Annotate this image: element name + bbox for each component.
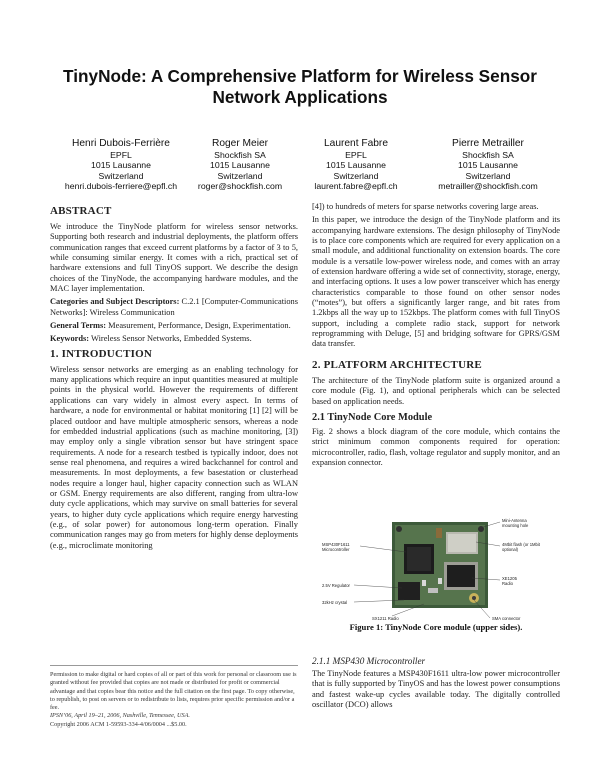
label-radio-sx1211: SX1211 Radio [372, 616, 399, 621]
intro-paragraph-2: In this paper, we introduce the design of the TinyNode platform and its accompanying hardware extensions. The design philosophy of TinyNode is to place core components which are required for every application on a small module, and additional functionality on extension boards. The core module is a versatile low-power wireless node, and comes with an array of extension hardware offering a wide set of connectivity, storage, energy, and interfacing options. It uses a low power transceiver which has energy characteristics comparable to those found on other sensor nodes (“motes”), but offers a significantly larger range, and bit rates from 1.2kbps all the way up to 152kbps. The platform comes with full TinyOS support, including a complete radio stack, support for network reprogramming with Deluge, [5] and bridging software for GPRS/GSM data transfer. [312, 215, 560, 349]
author-city: 1015 Lausanne [458, 160, 518, 171]
msp430-heading: 2.1.1 MSP430 Microcontroller [312, 656, 426, 666]
abstract-heading: ABSTRACT [50, 205, 112, 217]
label-line: XE1205 [502, 576, 517, 581]
categories-label: Categories and Subject Descriptors: [50, 297, 180, 307]
author-name: Roger Meier [211, 138, 269, 149]
categories-text: C.2.1 [Computer-Communications Networks]: Wireless Communication [50, 297, 299, 317]
permission-text: Permission to make digital or hard copies of all or part of this work for personal or classroom use is granted without fee provided that copies are not made or distributed for profit or commercial advantage and that copies bear this notice and the full citation on the first page. To copy otherwise, to republish, to post on servers or to redistribute to lists, requires prior specific permission and/or a fee. [50, 671, 297, 712]
author-country: Switzerland [217, 170, 263, 181]
author-country: Switzerland [333, 170, 379, 181]
architecture-text: The architecture of the TinyNode platform suite is organized around a core module (Fig. 1), and optional peripherals which can be selected based on application needs. [312, 375, 560, 406]
right-column-bottom [312, 650, 560, 710]
author-4 [420, 138, 556, 192]
author-1 [62, 138, 180, 192]
intro-text: Wireless sensor networks are emerging as an enabling technology for many applications which require an input quantities measured at multiple points in the physical world. However the requirements of different applications can vary widely in almost every aspect. In terms of hardware, a node for environmental or habitat monitoring [1] [2] will be placed outdoor and have multiple atmospheric sensors, whereas a node for embedded industrial applications (such as machine monitoring, [3]) may employ only a single vibration sensor but have stringent space requirements. A node for a research testbed is typically indoor, does not sense real phenomena, and requires a wired backchannel for control and measurements. In most deployments, a few basestation or clusterhead nodes require a longer haul, higher capacity connection such as WLAN or GSM. Energy requirements are also different, ranging from ultra-low duty cycle applications, which may survive on small batteries for several years, to higher duty cycle applications which require energy harvesting (e.g., of solar power) for autonomous long-term operation. Finally communication ranges may go from meters for highly dense deployments (e.g., microclimate monitoring [50, 364, 298, 550]
terms-line [50, 321, 298, 331]
label-sma-connector: SMA connector [492, 616, 521, 621]
label-line: 4Mbit flash (or 1Mbit [502, 542, 540, 547]
label-line: optional) [502, 547, 519, 552]
core-module-heading: 2.1 TinyNode Core Module [312, 411, 433, 423]
author-city: 1015 Lausanne [326, 160, 386, 171]
keywords-line [50, 334, 298, 344]
author-email: roger@shockfish.com [197, 181, 283, 192]
left-column [50, 202, 298, 554]
copyright-line: Copyright 2006 ACM 1-59593-334-4/06/0004 ...$5.00. [50, 720, 187, 728]
msp430-text: The TinyNode features a MSP430F1611 ultra-low power microcontroller that is fully supported by TinyOS and has the lowest power consumptions and fastest wake-up cycles available today. The digitally controlled oscillator (DCO) allows [312, 669, 560, 710]
author-name: Laurent Fabre [324, 138, 388, 149]
figure-caption: Figure 1: TinyNode Core module (upper sides). [349, 622, 523, 632]
author-2 [186, 138, 294, 192]
figure-1 [312, 508, 560, 640]
label-line: MSP430F1611 [322, 542, 350, 547]
author-name: Henri Dubois-Ferrière [72, 138, 170, 149]
terms-text: Measurement, Performance, Design, Experimentation. [108, 321, 291, 331]
author-block [62, 138, 558, 194]
author-email: henri.dubois-ferriere@epfl.ch [64, 181, 178, 192]
keywords-label: Keywords: [50, 334, 90, 344]
venue-text: IPSN’06, April 19–21, 2006, Nashville, Tennessee, USA. [50, 712, 190, 720]
abstract-text: We introduce the TinyNode platform for wireless sensor networks. Supporting both research and industrial deployments, the platform offers communication ranges that exceed current platforms by a factor of 3 to 5, while consuming similar energy. It comes with a rich, practical set of hardware extensions and full TinyOS support. We describe the design choices of the TinyNode, the accompanying hardware modules, and the MAC layer implementation. [50, 222, 298, 294]
author-city: 1015 Lausanne [210, 160, 270, 171]
keywords-text: Wireless Sensor Networks, Embedded Systems. [91, 334, 252, 344]
author-3 [304, 138, 408, 192]
terms-label: General Terms: [50, 321, 107, 331]
author-email: metrailler@shockfish.com [438, 181, 538, 192]
categories-line [50, 297, 298, 318]
figure-callout-lines [312, 508, 560, 640]
label-line: Mini-Antenna [502, 518, 527, 523]
author-email: laurent.fabre@epfl.ch [314, 181, 398, 192]
right-column [312, 202, 560, 471]
author-city: 1015 Lausanne [91, 160, 151, 171]
author-affiliation: Shockfish SA [462, 150, 514, 160]
intro-continued: [4]) to hundreds of meters for sparse networks covering large areas. [312, 202, 539, 211]
paper-title: TinyNode: A Comprehensive Platform for Wireless Sensor Network Applications [63, 66, 537, 107]
label-regulator: 2.5V Regulator [322, 583, 350, 588]
label-line: Microcontroller [322, 547, 350, 552]
venue-line [50, 712, 298, 720]
author-affiliation: EPFL [110, 150, 132, 160]
label-line: mounting hole [502, 523, 529, 528]
permission-notice [50, 665, 298, 729]
label-line: Radio [502, 581, 513, 586]
core-module-text: Fig. 2 shows a block diagram of the core module, which contains the strict minimum common components required for operation: microcontroller, radio, flash, voltage regulator and supply monitor, and an expansion connector. [312, 426, 560, 467]
label-crystal: 32kHz crystal [322, 600, 348, 605]
author-affiliation: EPFL [345, 150, 367, 160]
author-affiliation: Shockfish SA [214, 150, 266, 160]
author-country: Switzerland [465, 170, 511, 181]
intro-heading: 1. INTRODUCTION [50, 347, 153, 360]
author-country: Switzerland [98, 170, 144, 181]
architecture-heading: 2. PLATFORM ARCHITECTURE [312, 358, 482, 371]
author-name: Pierre Metrailler [452, 138, 524, 149]
